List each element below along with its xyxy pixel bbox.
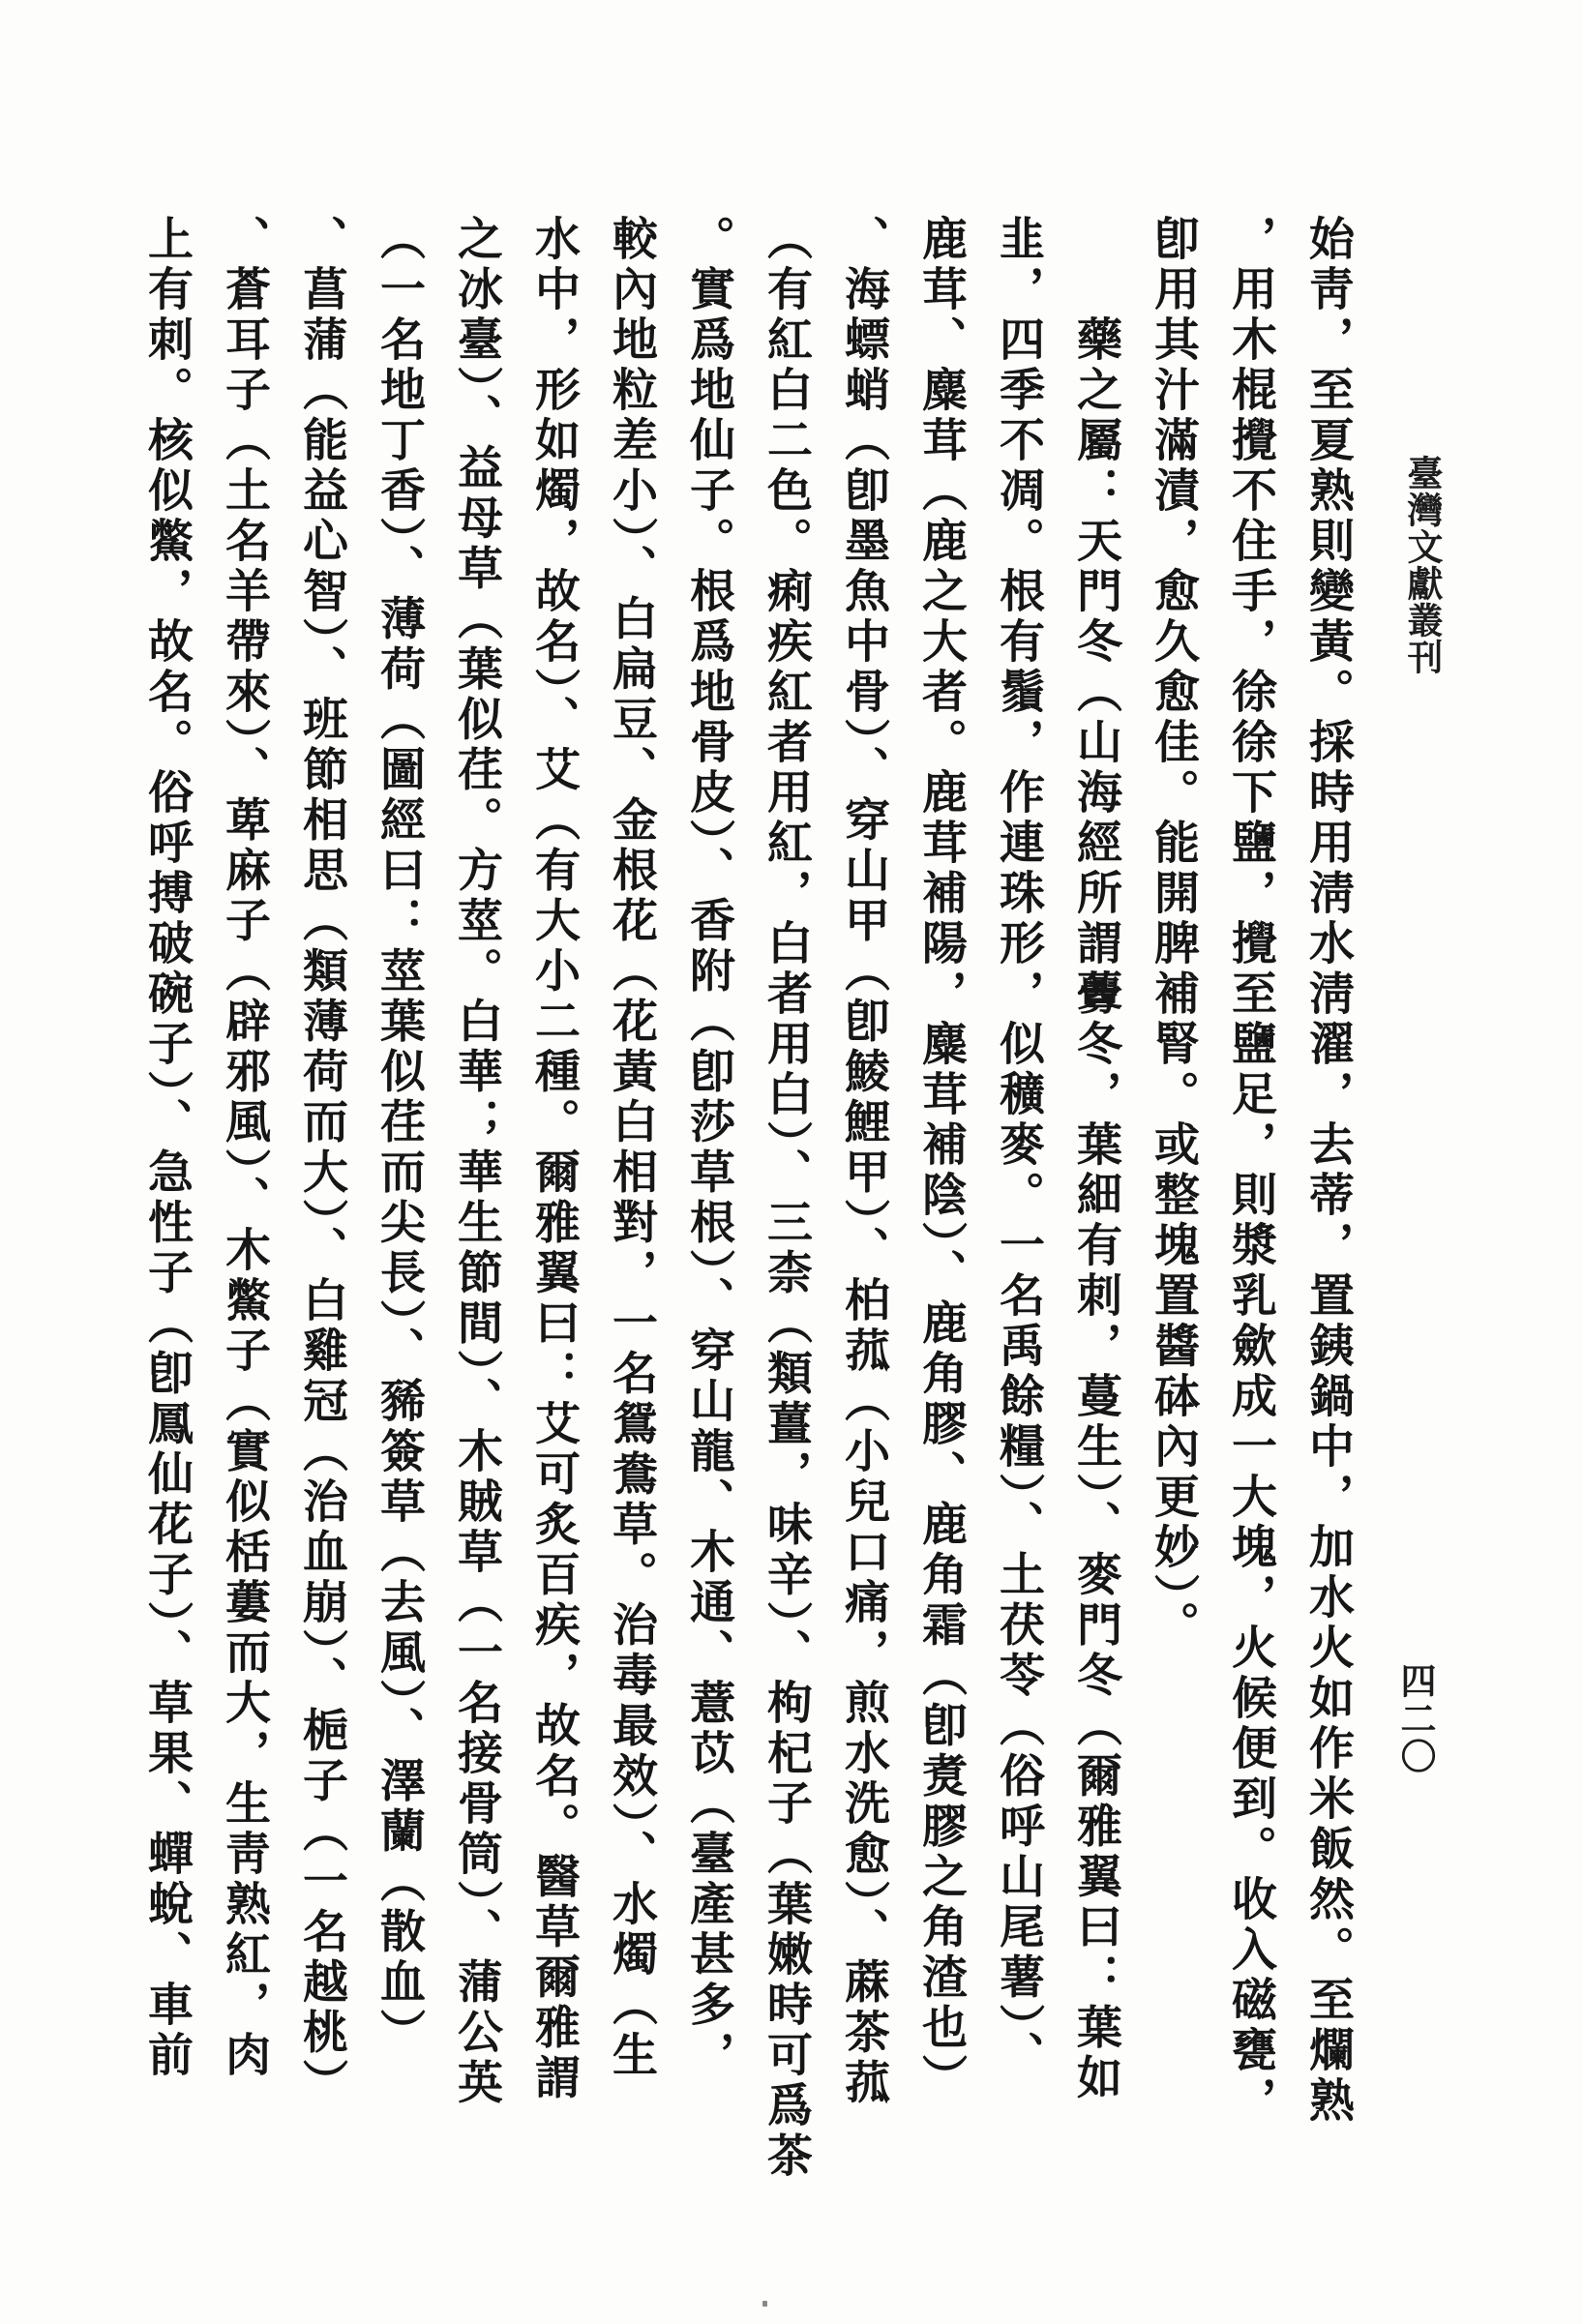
scan-artifact-speck <box>762 2301 767 2307</box>
text-column: 、蒼耳子（土名羊帶來）、萆麻子（辟邪風）、木鱉子（實似栝蔞而大，生靑熟紅，肉 <box>219 215 269 2081</box>
text-column: 鹿茸、麋茸（鹿之大者。鹿茸補陽，麋茸補陰）、鹿角膠、鹿角霜（卽煑膠之角渣也） <box>915 215 966 2104</box>
main-text-block <box>122 215 1366 2264</box>
text-column: 上有刺。核似鱉，故名。俗呼搏破碗子）、急性子（卽鳳仙花子）、草果、蟬蛻、車前 <box>141 215 192 2081</box>
text-column: 。實爲地仙子。根爲地骨皮）、香附（卽莎草根）、穿山龍、木通、薏苡（臺產甚多， <box>683 215 733 2081</box>
series-title: 臺灣文獻叢刊 <box>1401 455 1441 675</box>
text-column: 、海螵蛸（卽墨魚中骨）、穿山甲（卽鯪鯉甲）、柏菰（小兒口痛，煎水洗愈）、蔴茶菰 <box>838 215 888 2109</box>
text-column: （一名地丁香）、薄荷（圖經曰：莖葉似荏而尖長）、豨簽草（去風）、澤蘭（散血） <box>373 215 424 2059</box>
text-column: 卽用其汁滿漬，愈久愈佳。能開脾補腎。或整塊置醬砵內更妙）。 <box>1148 215 1198 1652</box>
text-column: 始靑，至夏熟則變黃。採時用淸水淸濯，去蒂，置銕鍋中，加水火如作米飯然。至爛熟 <box>1302 215 1353 2127</box>
page-number: 四二〇 <box>1394 1662 1434 1775</box>
text-column: 之冰臺）、益母草（葉似荏。方莖。白華；華生節間）、木賊草（一名接骨筒）、蒲公英 <box>451 215 501 2109</box>
text-column: 較內地粒差小）、白扁豆、金根花（花黃白相對，一名鴛鴦草。治毒最效）、水燭（生 <box>606 215 656 2081</box>
text-column: 韭，四季不凋。根有鬚，作連珠形，似穬麥。一名禹餘糧）、土茯苓（俗呼山尾薯）、 <box>993 215 1043 2081</box>
text-column: 水中，形如燭，故名）、艾（有大小二種。爾雅翼曰：艾可炙百疾，故名。醫草爾雅謂 <box>528 215 579 2104</box>
text-column: 藥之屬：天門冬（山海經所謂虋冬，葉細有刺，蔓生）、麥門冬（爾雅翼曰：葉如 <box>1070 215 1120 2104</box>
text-column: ，用木棍攪不住手，徐徐下鹽，攪至鹽足，則漿乳歛成一大塊，火候便到。收入磁甕， <box>1225 215 1275 2127</box>
text-column: （有紅白二色。痢疾紅者用紅，白者用白）、三柰（類薑，味辛）、枸杞子（葉嫩時可爲茶 <box>761 215 811 2182</box>
text-column: 、菖蒲（能益心智）、班節相思（類薄荷而大）、白雞冠（治血崩）、梔子（一名越桃） <box>296 215 346 2109</box>
